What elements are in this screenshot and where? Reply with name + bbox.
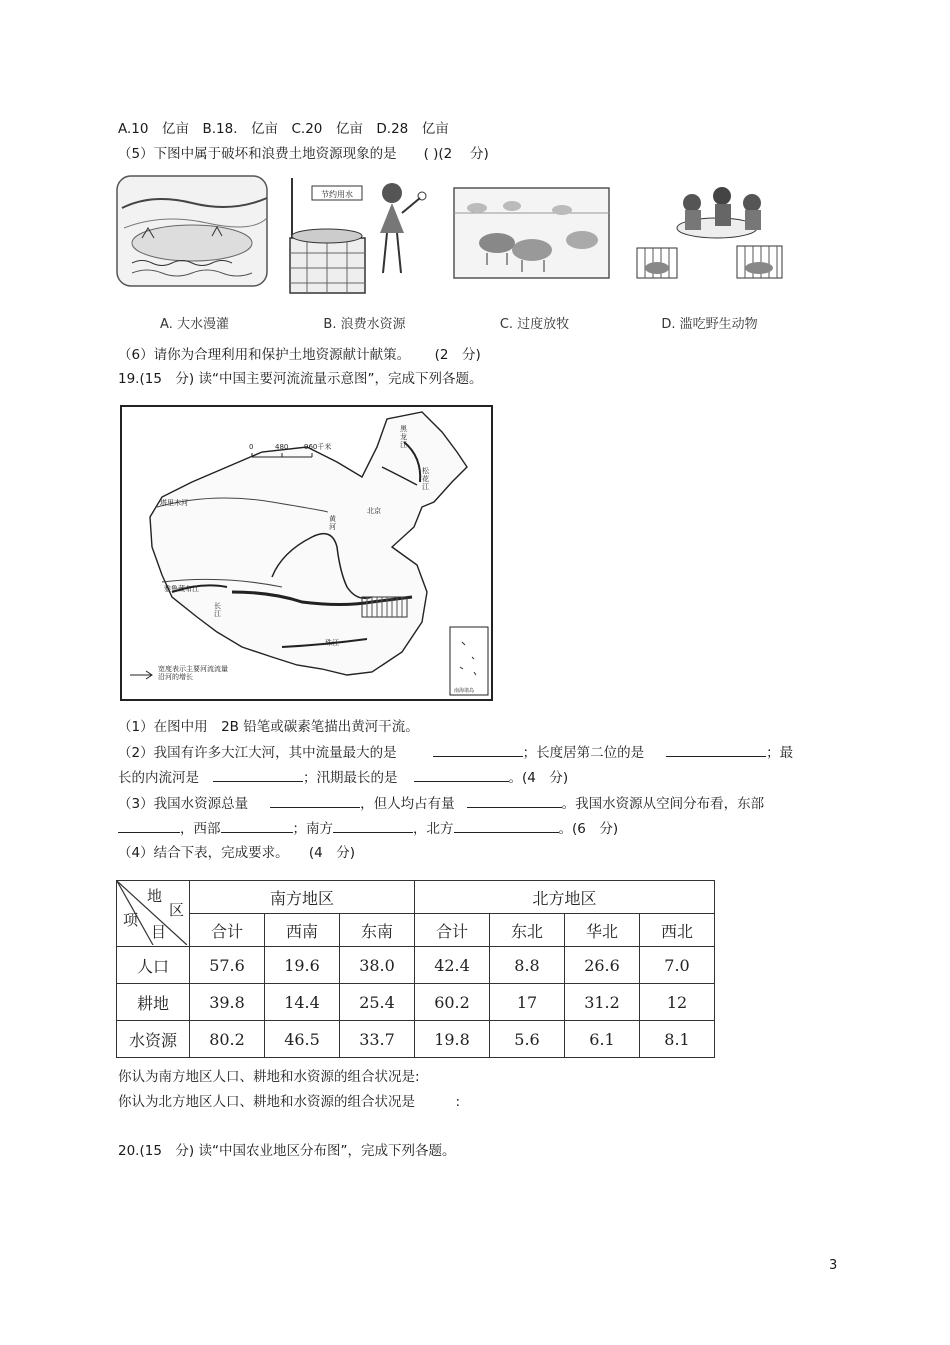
q19-3-line2 [118,819,618,838]
picture-b-sign: 节约用水 [321,190,353,199]
label-heilongjiang: 黑龙江 [400,425,407,449]
group-north: 北方地区 [415,881,715,914]
q19-2-line1 [118,743,793,762]
scale-label-0: 0 [249,443,254,451]
table-cell: 14.4 [265,984,340,1021]
blank-total-water[interactable] [270,794,360,808]
corner-qu: 区 [169,901,185,919]
picture-a-caption: A. 大水漫灌 [160,317,229,332]
picture-b-wasting-water [282,168,447,338]
page-number: 3 [829,1258,838,1273]
label-zhujiang: 珠江 [325,639,339,647]
blank-largest-flow[interactable] [433,743,523,757]
label-yarlung: 雅鲁藏布江 [164,585,199,593]
subheader: 合计 [415,914,490,947]
q19-3-line1 [118,794,764,813]
picture-c-overgrazing [452,168,617,338]
group-south: 南方地区 [190,881,415,914]
subheader: 西北 [640,914,715,947]
blank-per-capita[interactable] [467,794,562,808]
label-inset: 南海诸岛 [454,688,475,694]
label-changjiang: 长江 [214,602,221,618]
label-beijing: 北京 [367,507,381,515]
table-cell: 8.8 [490,947,565,984]
table-cell: 38.0 [340,947,415,984]
land-resource-pictures [112,168,802,338]
table-row-water [117,1021,715,1058]
table-cell: 31.2 [565,984,640,1021]
table-cell: 80.2 [190,1021,265,1058]
table-cell: 6.1 [565,1021,640,1058]
q18-6-question: （6）请你为合理利用和保护土地资源献计献策。 (2 分) [118,347,481,363]
q19-3-text-d: ，西部 [180,821,221,837]
table-cell: 46.5 [265,1021,340,1058]
q20-title: 20.(15 分) 读“中国农业地区分布图”，完成下列各题。 [118,1143,456,1159]
q19-2-text-c: ；最 [766,745,794,761]
q19-2-text-b: ；长度居第二位的是 [522,745,645,761]
q19-3-text-a: （3）我国水资源总量 [118,796,249,812]
table-cell: 12 [640,984,715,1021]
table-cell: 8.1 [640,1021,715,1058]
q19-3-text-b: ，但人均占有量 [360,796,455,812]
table-cell: 19.6 [265,947,340,984]
blank-longest-inland[interactable] [213,768,303,782]
table-cell: 26.6 [565,947,640,984]
corner-di: 地 [147,887,163,905]
q19-title: 19.(15 分) 读“中国主要河流流量示意图”，完成下列各题。 [118,371,483,387]
table-corner [117,881,190,947]
row-label: 水资源 [117,1021,190,1058]
label-tarim: 塔里木河 [160,499,188,507]
subheader: 合计 [190,914,265,947]
table-cell: 39.8 [190,984,265,1021]
subheader: 西南 [265,914,340,947]
q19-1: （1）在图中用 2B 铅笔或碳素笔描出黄河干流。 [118,719,419,735]
q19-2-text-e: ；汛期最长的是 [303,770,398,786]
blank-second-longest[interactable] [666,743,766,757]
table-row-farmland [117,984,715,1021]
label-songhuajiang: 松花江 [422,467,429,491]
table-row-population [117,947,715,984]
q19-3-text-c: 。我国水资源从空间分布看，东部 [561,796,765,812]
picture-a-flood-irrigation [112,168,277,338]
table-cell: 33.7 [340,1021,415,1058]
q19-3-text-e: ；南方 [292,821,333,837]
table-cell: 60.2 [415,984,490,1021]
scale-label-480: 480 [275,443,289,451]
q19-2-text-d: 长的内流河是 [118,770,199,786]
subheader: 华北 [565,914,640,947]
q18-5-question: （5）下图中属于破坏和浪费土地资源现象的是 ( )(2 分) [118,146,489,162]
corner-xiang: 项 [123,911,139,929]
q19-2-text-f: 。(4 分) [508,770,569,786]
table-cell: 7.0 [640,947,715,984]
q19-2-text-a: （2）我国有许多大江大河，其中流量最大的是 [118,745,397,761]
q19-north-prompt: 你认为北方地区人口、耕地和水资源的组合状况是 : [118,1094,461,1110]
q19-2-line2 [118,768,568,787]
blank-north[interactable] [454,819,559,833]
q19-3-text-g: 。(6 分) [558,821,619,837]
blank-south[interactable] [333,819,413,833]
table-cell: 42.4 [415,947,490,984]
q19-4: （4）结合下表，完成要求。 (4 分) [118,845,355,861]
row-label: 耕地 [117,984,190,1021]
subheader: 东南 [340,914,415,947]
table-cell: 17 [490,984,565,1021]
population-land-water-table [116,880,715,1058]
row-label: 人口 [117,947,190,984]
table-cell: 57.6 [190,947,265,984]
q19-south-prompt: 你认为南方地区人口、耕地和水资源的组合状况是: [118,1069,420,1085]
picture-d-caption: D. 滥吃野生动物 [661,317,758,332]
map-legend: 宽度表示主要河流流量沿河的增长 [158,665,228,681]
picture-c-caption: C. 过度放牧 [499,317,570,332]
subheader: 东北 [490,914,565,947]
scale-label-960: 960千米 [304,443,332,451]
blank-longest-flood[interactable] [414,768,509,782]
corner-mu: 目 [151,923,167,941]
label-huanghe: 黄河 [329,515,336,531]
q18-options: A.10 亿亩 B.18. 亿亩 C.20 亿亩 D.28 亿亩 [118,121,449,137]
blank-west[interactable] [221,819,293,833]
table-cell: 25.4 [340,984,415,1021]
picture-d-eating-wildlife [627,168,792,338]
blank-east[interactable] [118,819,180,833]
table-cell: 5.6 [490,1021,565,1058]
table-cell: 19.8 [415,1021,490,1058]
q19-3-text-f: ，北方 [413,821,454,837]
picture-b-caption: B. 浪费水资源 [323,317,406,332]
china-river-flow-map [120,405,493,701]
